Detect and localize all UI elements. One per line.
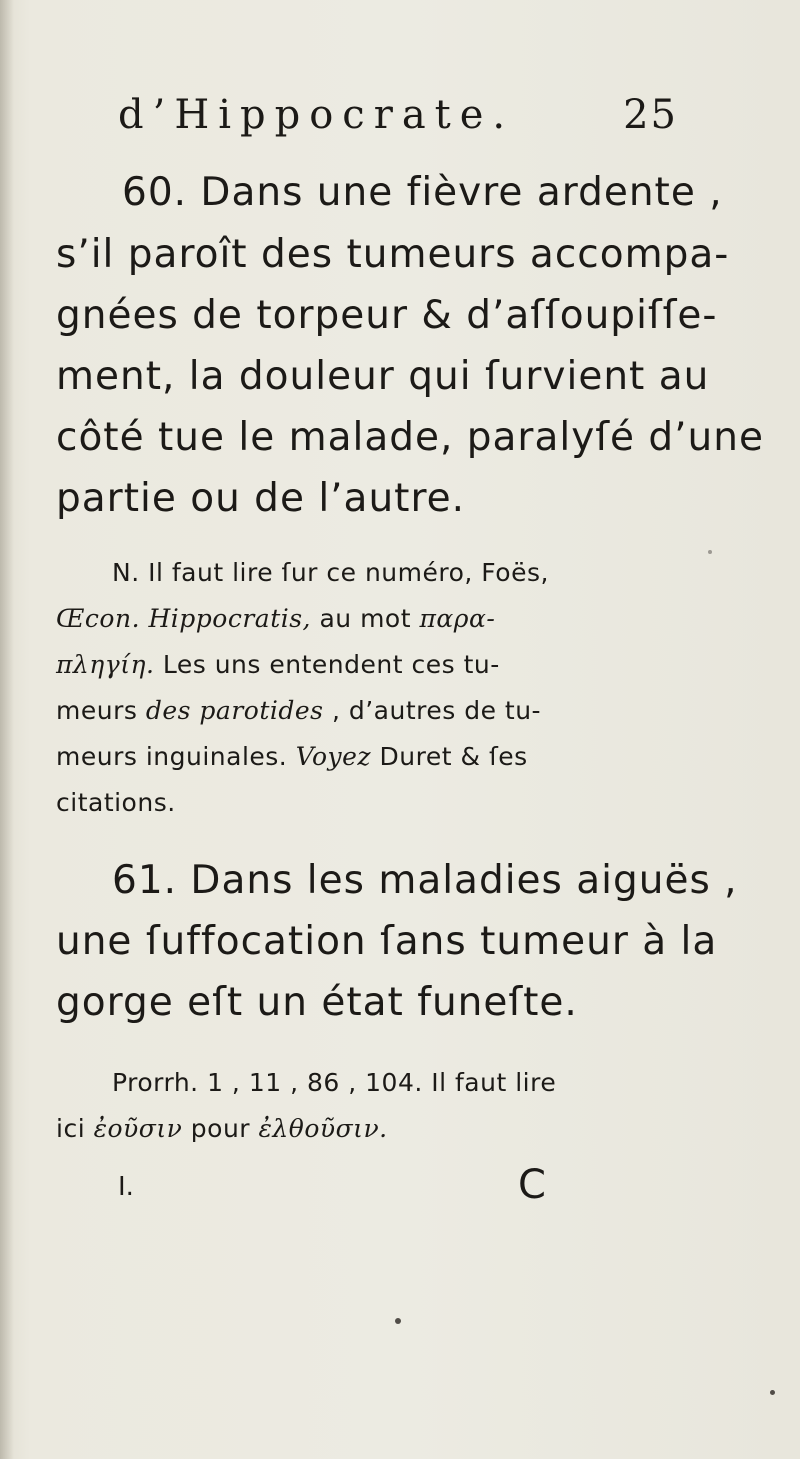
note-60-line-5 (56, 742, 528, 771)
note-61-line-1: Prorrh. 1 , 11 , 86 , 104. Il faut lire (112, 1068, 557, 1097)
note-60-line-2 (56, 604, 495, 633)
ink-speck (395, 1318, 401, 1324)
aphorism-60-line-3: gnées de torpeur & d’aſſoupiſſe- (56, 293, 718, 338)
signature-mark (118, 1162, 618, 1222)
aphorism-60-line-4: ment, la douleur qui ſurvient au (56, 354, 710, 399)
note-60-greek-word-start: παρα- (419, 604, 496, 633)
page-number: 25 (623, 92, 678, 138)
ink-speck (770, 1390, 775, 1395)
aphorism-60-line-2: s’il paroît des tumeurs accompa- (56, 232, 730, 277)
note-61-line-2 (56, 1114, 388, 1143)
aphorism-61-line-3: gorge eſt un état funeſte. (56, 980, 578, 1025)
signature-letter: C (518, 1162, 546, 1208)
aphorism-60-line-1: 60. Dans une fièvre ardente , (122, 170, 723, 215)
running-head (118, 92, 678, 152)
aphorism-61-line-2: une ſuffocation ſans tumeur à la (56, 919, 718, 964)
page-gutter-shadow (0, 0, 14, 1459)
note-60-line-4 (56, 696, 541, 725)
note-60-line-6: citations. (56, 788, 176, 817)
note-60-line-3-text: Les uns entendent ces tu- (154, 650, 500, 679)
note-60-greek-word-end: πληγίη. (56, 650, 155, 679)
signature-volume: I. (118, 1172, 134, 1202)
note-60-line-3 (56, 650, 500, 679)
note-61-greek-word-2: ἐλθοῦσιν. (258, 1114, 388, 1143)
note-60-line-5-start: meurs inguinales. (56, 742, 296, 771)
aphorism-60-line-5: côté tue le malade, paralyſé d’une (56, 415, 764, 460)
aphorism-61-line-1: 61. Dans les maladies aiguës , (112, 858, 738, 903)
note-61-line-2-mid: pour (182, 1114, 259, 1143)
note-60-parotides: des parotides (145, 696, 324, 725)
note-60-line-2-text: au mot (311, 604, 420, 633)
aphorism-60-line-6: partie ou de l’autre. (56, 476, 466, 521)
note-60-work-title: Œcon. Hippocratis, (56, 604, 312, 633)
note-60-line-1: N. Il faut lire ſur ce numéro, Foës, (112, 558, 549, 587)
running-head-title: d’Hippocrate. (118, 92, 515, 138)
note-60-voyez: Voyez (295, 742, 372, 771)
note-60-line-4-rest: , d’autres de tu- (323, 696, 542, 725)
note-61-greek-word-1: ἐοῦσιν (93, 1114, 183, 1143)
ink-speck (708, 550, 712, 554)
note-61-line-2-start: ici (56, 1114, 94, 1143)
note-60-line-4-start: meurs (56, 696, 146, 725)
note-60-line-5-rest: Duret & ſes (371, 742, 528, 771)
